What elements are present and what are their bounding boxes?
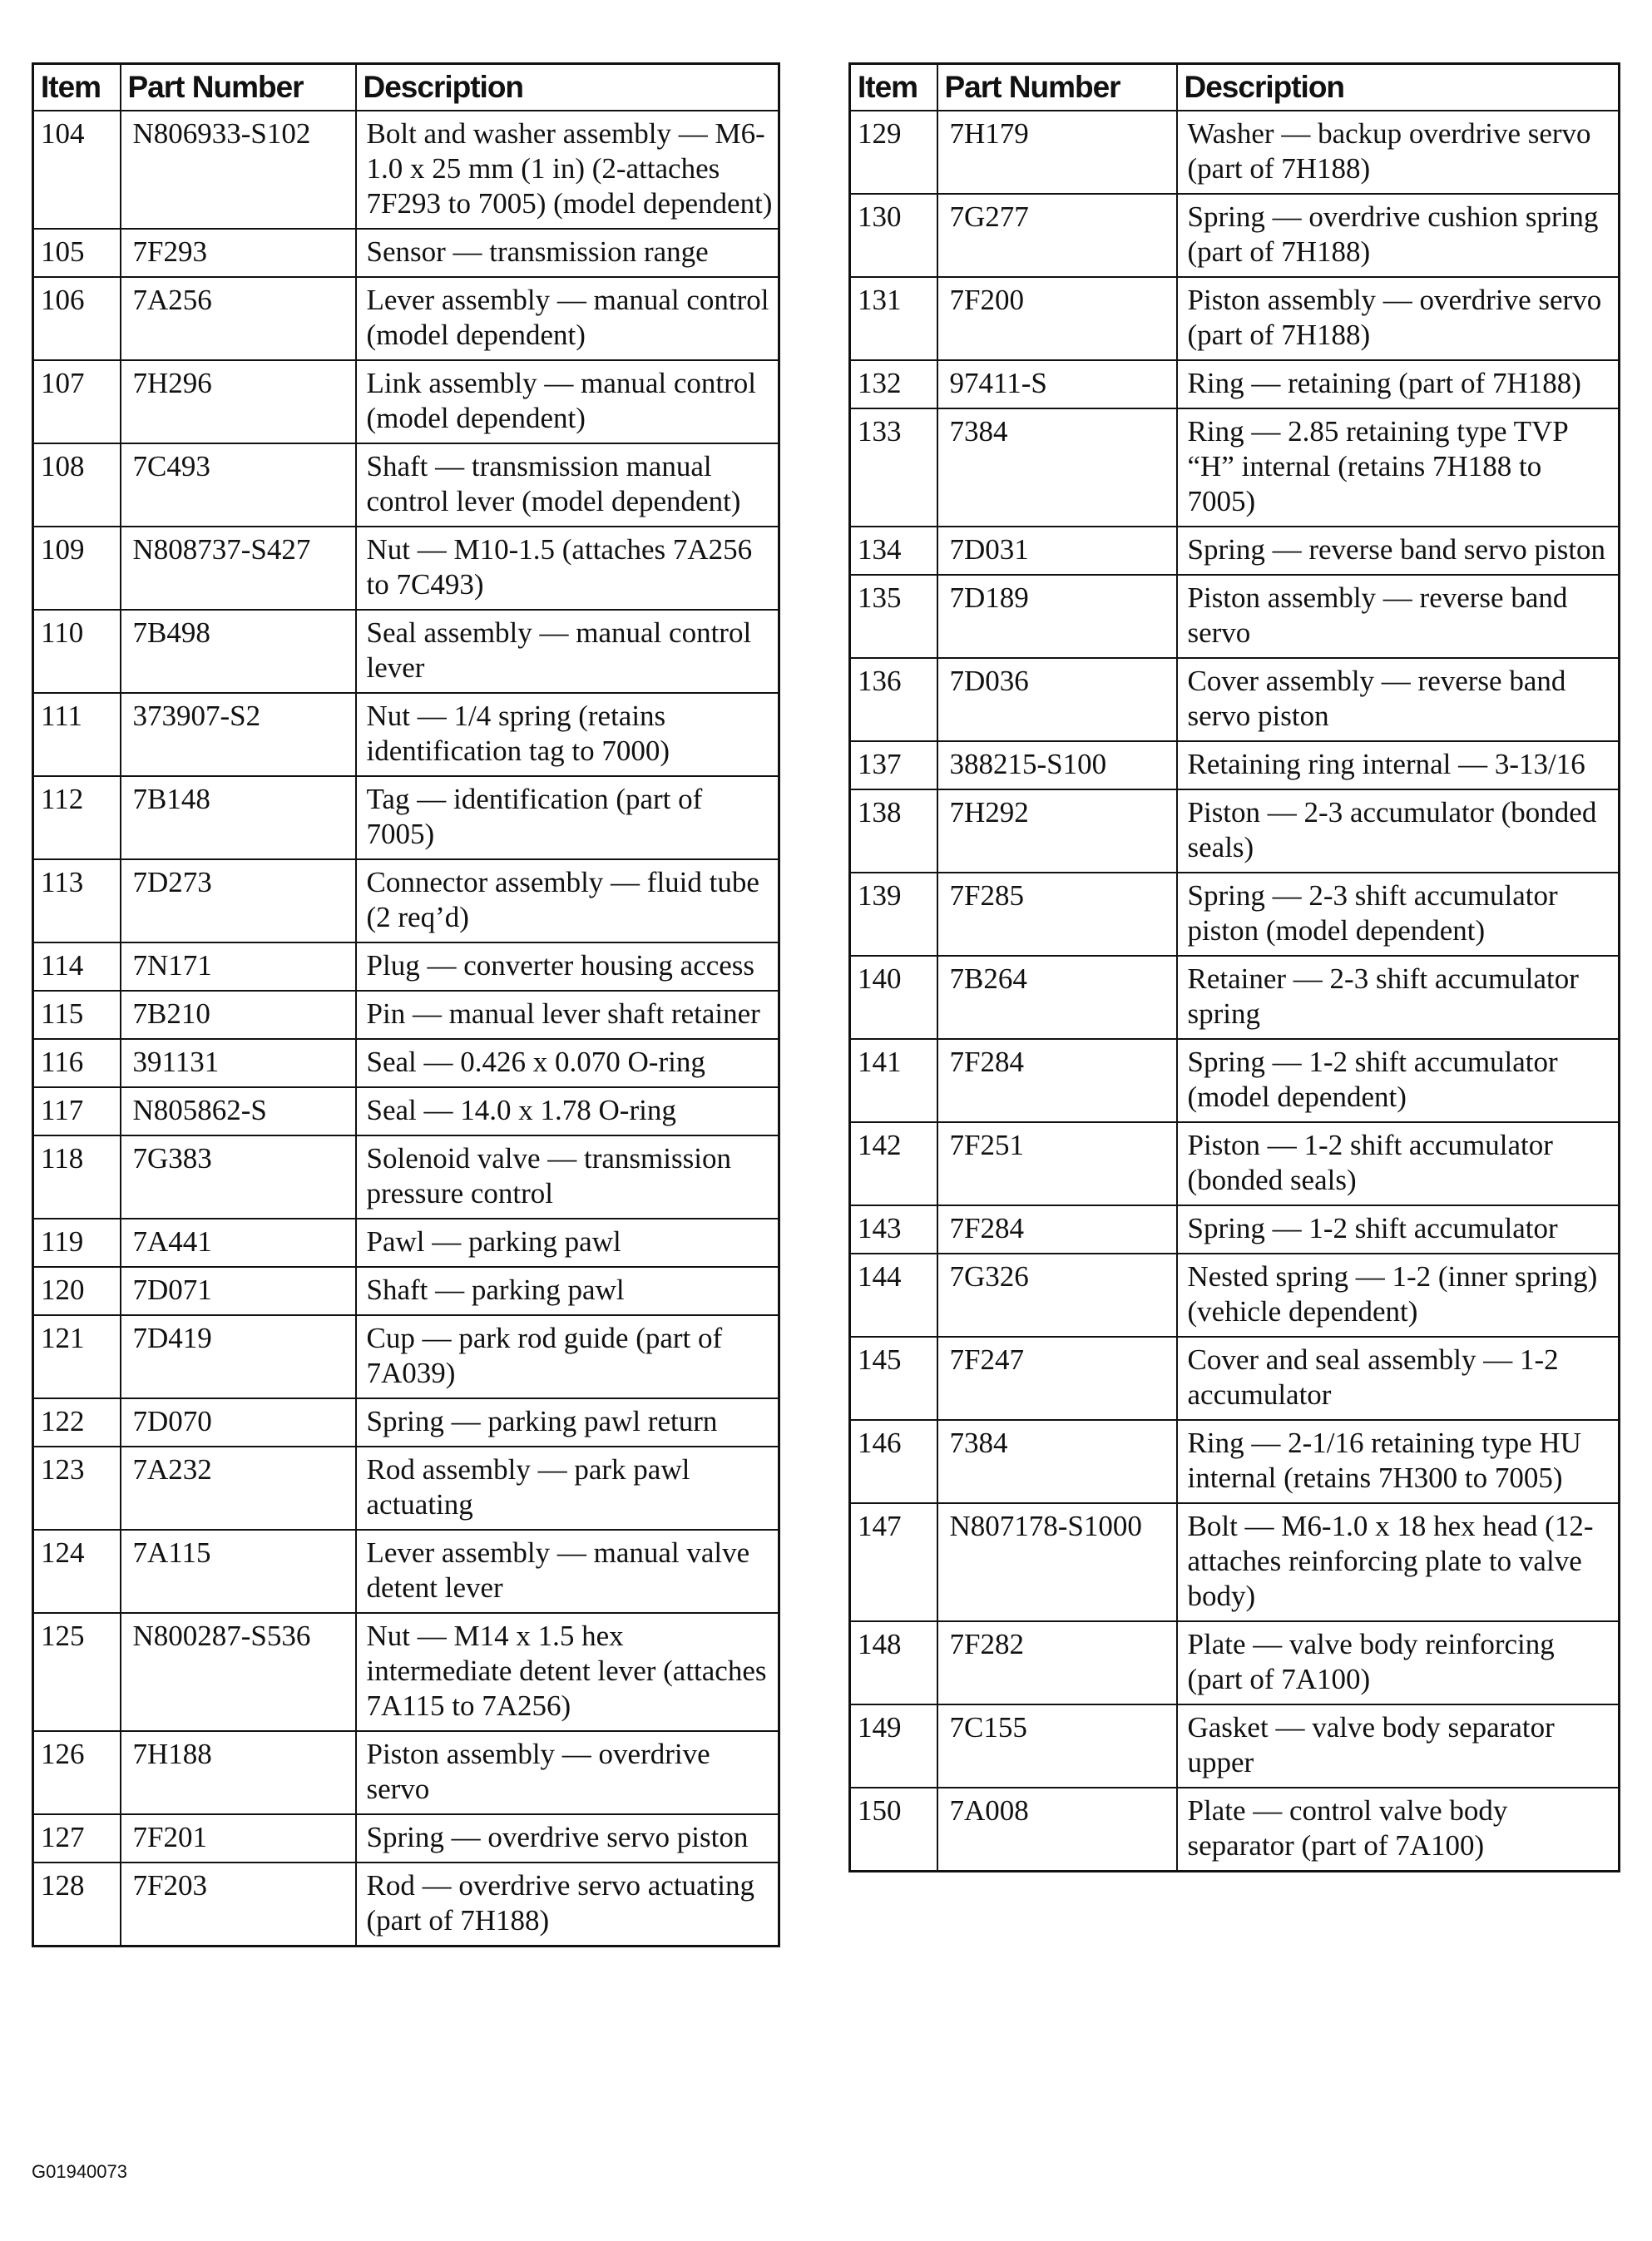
table-row xyxy=(850,194,1620,277)
part-number-cell: 7384 xyxy=(937,1420,1177,1503)
header-item: Item xyxy=(33,64,121,111)
table-row xyxy=(850,277,1620,360)
item-cell: 131 xyxy=(850,277,937,360)
item-cell: 105 xyxy=(33,229,121,277)
description-cell: Shaft — transmission manual control lever (model dependent) xyxy=(356,443,779,527)
description-cell: Solenoid valve — transmission pressure control xyxy=(356,1135,779,1219)
table-row xyxy=(33,1267,779,1315)
part-number-cell: N806933-S102 xyxy=(121,111,356,229)
description-cell: Spring — overdrive servo piston xyxy=(356,1814,779,1863)
part-number-cell: 7F200 xyxy=(937,277,1177,360)
item-cell: 147 xyxy=(850,1503,937,1621)
description-cell: Nut — M14 x 1.5 hex intermediate detent lever (attaches 7A115 to 7A256) xyxy=(356,1613,779,1731)
item-cell: 143 xyxy=(850,1205,937,1254)
item-cell: 132 xyxy=(850,360,937,408)
part-number-cell: 388215-S100 xyxy=(937,741,1177,789)
table-row xyxy=(850,873,1620,956)
item-cell: 120 xyxy=(33,1267,121,1315)
table-row xyxy=(33,527,779,610)
part-number-cell: 7B498 xyxy=(121,610,356,693)
item-cell: 142 xyxy=(850,1122,937,1205)
item-cell: 141 xyxy=(850,1039,937,1122)
part-number-cell: 7A441 xyxy=(121,1219,356,1267)
part-number-cell: N808737-S427 xyxy=(121,527,356,610)
description-cell: Bolt and washer assembly — M6-1.0 x 25 mm (1 in) (2-attaches 7F293 to 7005) (model dependent) xyxy=(356,111,779,229)
part-number-cell: 7G383 xyxy=(121,1135,356,1219)
part-number-cell: 7A256 xyxy=(121,277,356,360)
table-row xyxy=(33,1315,779,1398)
item-cell: 136 xyxy=(850,658,937,741)
table-row xyxy=(33,1863,779,1947)
description-cell: Piston assembly — reverse band servo xyxy=(1177,575,1620,658)
table-row xyxy=(850,741,1620,789)
table-row xyxy=(850,1503,1620,1621)
table-header-row xyxy=(33,64,779,111)
item-cell: 139 xyxy=(850,873,937,956)
table-row xyxy=(850,1122,1620,1205)
item-cell: 118 xyxy=(33,1135,121,1219)
table-row xyxy=(850,1621,1620,1704)
description-cell: Retaining ring internal — 3-13/16 xyxy=(1177,741,1620,789)
item-cell: 128 xyxy=(33,1863,121,1947)
part-number-cell: 7C155 xyxy=(937,1704,1177,1788)
item-cell: 129 xyxy=(850,111,937,194)
description-cell: Spring — 1-2 shift accumulator xyxy=(1177,1205,1620,1254)
description-cell: Lever assembly — manual control (model dependent) xyxy=(356,277,779,360)
part-number-cell: 7B210 xyxy=(121,991,356,1039)
table-row xyxy=(850,658,1620,741)
part-number-cell: 391131 xyxy=(121,1039,356,1087)
part-number-cell: 7F293 xyxy=(121,229,356,277)
header-part-number: Part Number xyxy=(937,64,1177,111)
description-cell: Piston — 2-3 accumulator (bonded seals) xyxy=(1177,789,1620,873)
header-part-number: Part Number xyxy=(121,64,356,111)
table-row xyxy=(33,1731,779,1814)
part-number-cell: 7A115 xyxy=(121,1530,356,1613)
item-cell: 148 xyxy=(850,1621,937,1704)
table-row xyxy=(33,776,779,859)
description-cell: Pawl — parking pawl xyxy=(356,1219,779,1267)
description-cell: Plate — valve body reinforcing (part of 7A100) xyxy=(1177,1621,1620,1704)
description-cell: Cover assembly — reverse band servo piston xyxy=(1177,658,1620,741)
description-cell: Ring — 2.85 retaining type TVP “H” internal (retains 7H188 to 7005) xyxy=(1177,408,1620,527)
part-number-cell: 7F201 xyxy=(121,1814,356,1863)
item-cell: 144 xyxy=(850,1254,937,1337)
item-cell: 146 xyxy=(850,1420,937,1503)
description-cell: Spring — parking pawl return xyxy=(356,1398,779,1447)
item-cell: 110 xyxy=(33,610,121,693)
table-row xyxy=(33,942,779,991)
description-cell: Pin — manual lever shaft retainer xyxy=(356,991,779,1039)
table-row xyxy=(850,1254,1620,1337)
item-cell: 134 xyxy=(850,527,937,575)
part-number-cell: 7A008 xyxy=(937,1788,1177,1872)
table-body-right xyxy=(850,111,1620,1872)
item-cell: 123 xyxy=(33,1447,121,1530)
item-cell: 113 xyxy=(33,859,121,942)
item-cell: 108 xyxy=(33,443,121,527)
table-row xyxy=(850,1205,1620,1254)
item-cell: 126 xyxy=(33,1731,121,1814)
table-row xyxy=(33,1135,779,1219)
description-cell: Nut — 1/4 spring (retains identification tag to 7000) xyxy=(356,693,779,776)
description-cell: Gasket — valve body separator upper xyxy=(1177,1704,1620,1788)
description-cell: Nested spring — 1-2 (inner spring) (vehicle dependent) xyxy=(1177,1254,1620,1337)
item-cell: 116 xyxy=(33,1039,121,1087)
item-cell: 121 xyxy=(33,1315,121,1398)
table-row xyxy=(33,1814,779,1863)
part-number-cell: 7D036 xyxy=(937,658,1177,741)
description-cell: Connector assembly — fluid tube (2 req’d) xyxy=(356,859,779,942)
description-cell: Cup — park rod guide (part of 7A039) xyxy=(356,1315,779,1398)
description-cell: Rod assembly — park pawl actuating xyxy=(356,1447,779,1530)
description-cell: Rod — overdrive servo actuating (part of 7H188) xyxy=(356,1863,779,1947)
item-cell: 137 xyxy=(850,741,937,789)
item-cell: 107 xyxy=(33,360,121,443)
table-row xyxy=(33,229,779,277)
item-cell: 149 xyxy=(850,1704,937,1788)
table-row xyxy=(850,575,1620,658)
table-row xyxy=(850,527,1620,575)
part-number-cell: 7D419 xyxy=(121,1315,356,1398)
parts-table-left xyxy=(32,62,780,1947)
part-number-cell: 7F282 xyxy=(937,1621,1177,1704)
part-number-cell: 7B264 xyxy=(937,956,1177,1039)
table-row xyxy=(33,610,779,693)
table-row xyxy=(850,956,1620,1039)
description-cell: Piston — 1-2 shift accumulator (bonded seals) xyxy=(1177,1122,1620,1205)
table-row xyxy=(33,277,779,360)
description-cell: Seal — 0.426 x 0.070 O-ring xyxy=(356,1039,779,1087)
item-cell: 112 xyxy=(33,776,121,859)
table-row xyxy=(850,1788,1620,1872)
part-number-cell: 7D273 xyxy=(121,859,356,942)
description-cell: Bolt — M6-1.0 x 18 hex head (12-attaches reinforcing plate to valve body) xyxy=(1177,1503,1620,1621)
description-cell: Spring — reverse band servo piston xyxy=(1177,527,1620,575)
part-number-cell: 7F247 xyxy=(937,1337,1177,1420)
part-number-cell: 7F284 xyxy=(937,1205,1177,1254)
part-number-cell: 7F203 xyxy=(121,1863,356,1947)
table-row xyxy=(33,991,779,1039)
description-cell: Spring — overdrive cushion spring (part of 7H188) xyxy=(1177,194,1620,277)
description-cell: Washer — backup overdrive servo (part of 7H188) xyxy=(1177,111,1620,194)
table-row xyxy=(850,1039,1620,1122)
description-cell: Sensor — transmission range xyxy=(356,229,779,277)
part-number-cell: 7384 xyxy=(937,408,1177,527)
table-row xyxy=(33,360,779,443)
table-row xyxy=(850,789,1620,873)
table-row xyxy=(33,1613,779,1731)
table-row xyxy=(850,1337,1620,1420)
description-cell: Retainer — 2-3 shift accumulator spring xyxy=(1177,956,1620,1039)
part-number-cell: 7B148 xyxy=(121,776,356,859)
item-cell: 119 xyxy=(33,1219,121,1267)
item-cell: 122 xyxy=(33,1398,121,1447)
table-row xyxy=(33,1530,779,1613)
part-number-cell: 7D070 xyxy=(121,1398,356,1447)
table-row xyxy=(850,111,1620,194)
table-row xyxy=(850,360,1620,408)
part-number-cell: 7H188 xyxy=(121,1731,356,1814)
item-cell: 111 xyxy=(33,693,121,776)
table-row xyxy=(33,1087,779,1135)
part-number-cell: 7F285 xyxy=(937,873,1177,956)
item-cell: 150 xyxy=(850,1788,937,1872)
table-row xyxy=(850,1704,1620,1788)
description-cell: Seal — 14.0 x 1.78 O-ring xyxy=(356,1087,779,1135)
header-item: Item xyxy=(850,64,937,111)
table-row xyxy=(33,111,779,229)
part-number-cell: N807178-S1000 xyxy=(937,1503,1177,1621)
item-cell: 115 xyxy=(33,991,121,1039)
table-row xyxy=(33,1447,779,1530)
item-cell: 133 xyxy=(850,408,937,527)
table-row xyxy=(850,408,1620,527)
table-header-row xyxy=(850,64,1620,111)
table-row xyxy=(33,1398,779,1447)
part-number-cell: 7N171 xyxy=(121,942,356,991)
description-cell: Piston assembly — overdrive servo (part of 7H188) xyxy=(1177,277,1620,360)
description-cell: Spring — 2-3 shift accumulator piston (model dependent) xyxy=(1177,873,1620,956)
part-number-cell: 7G277 xyxy=(937,194,1177,277)
part-number-cell: 7H179 xyxy=(937,111,1177,194)
table-row xyxy=(33,859,779,942)
table-row xyxy=(33,693,779,776)
part-number-cell: 7F284 xyxy=(937,1039,1177,1122)
description-cell: Cover and seal assembly — 1-2 accumulator xyxy=(1177,1337,1620,1420)
part-number-cell: 97411-S xyxy=(937,360,1177,408)
parts-table-right xyxy=(848,62,1620,1872)
description-cell: Link assembly — manual control (model dependent) xyxy=(356,360,779,443)
part-number-cell: 7H292 xyxy=(937,789,1177,873)
description-cell: Shaft — parking pawl xyxy=(356,1267,779,1315)
part-number-cell: 7D031 xyxy=(937,527,1177,575)
description-cell: Seal assembly — manual control lever xyxy=(356,610,779,693)
description-cell: Ring — 2-1/16 retaining type HU internal (retains 7H300 to 7005) xyxy=(1177,1420,1620,1503)
description-cell: Spring — 1-2 shift accumulator (model dependent) xyxy=(1177,1039,1620,1122)
item-cell: 125 xyxy=(33,1613,121,1731)
figure-code: G01940073 xyxy=(32,2161,127,2182)
item-cell: 135 xyxy=(850,575,937,658)
item-cell: 106 xyxy=(33,277,121,360)
table-row xyxy=(850,1420,1620,1503)
description-cell: Plug — converter housing access xyxy=(356,942,779,991)
part-number-cell: 7D071 xyxy=(121,1267,356,1315)
item-cell: 140 xyxy=(850,956,937,1039)
description-cell: Plate — control valve body separator (part of 7A100) xyxy=(1177,1788,1620,1872)
description-cell: Piston assembly — overdrive servo xyxy=(356,1731,779,1814)
item-cell: 109 xyxy=(33,527,121,610)
part-number-cell: 7D189 xyxy=(937,575,1177,658)
item-cell: 104 xyxy=(33,111,121,229)
part-number-cell: 373907-S2 xyxy=(121,693,356,776)
item-cell: 130 xyxy=(850,194,937,277)
item-cell: 124 xyxy=(33,1530,121,1613)
table-row xyxy=(33,1039,779,1087)
description-cell: Ring — retaining (part of 7H188) xyxy=(1177,360,1620,408)
part-number-cell: 7F251 xyxy=(937,1122,1177,1205)
part-number-cell: N800287-S536 xyxy=(121,1613,356,1731)
item-cell: 114 xyxy=(33,942,121,991)
description-cell: Lever assembly — manual valve detent lever xyxy=(356,1530,779,1613)
item-cell: 145 xyxy=(850,1337,937,1420)
item-cell: 138 xyxy=(850,789,937,873)
item-cell: 127 xyxy=(33,1814,121,1863)
part-number-cell: 7A232 xyxy=(121,1447,356,1530)
header-description: Description xyxy=(1177,64,1620,111)
description-cell: Nut — M10-1.5 (attaches 7A256 to 7C493) xyxy=(356,527,779,610)
description-cell: Tag — identification (part of 7005) xyxy=(356,776,779,859)
item-cell: 117 xyxy=(33,1087,121,1135)
table-body-left xyxy=(33,111,779,1947)
header-description: Description xyxy=(356,64,779,111)
part-number-cell: 7H296 xyxy=(121,360,356,443)
table-row xyxy=(33,443,779,527)
table-row xyxy=(33,1219,779,1267)
part-number-cell: 7G326 xyxy=(937,1254,1177,1337)
part-number-cell: N805862-S xyxy=(121,1087,356,1135)
part-number-cell: 7C493 xyxy=(121,443,356,527)
